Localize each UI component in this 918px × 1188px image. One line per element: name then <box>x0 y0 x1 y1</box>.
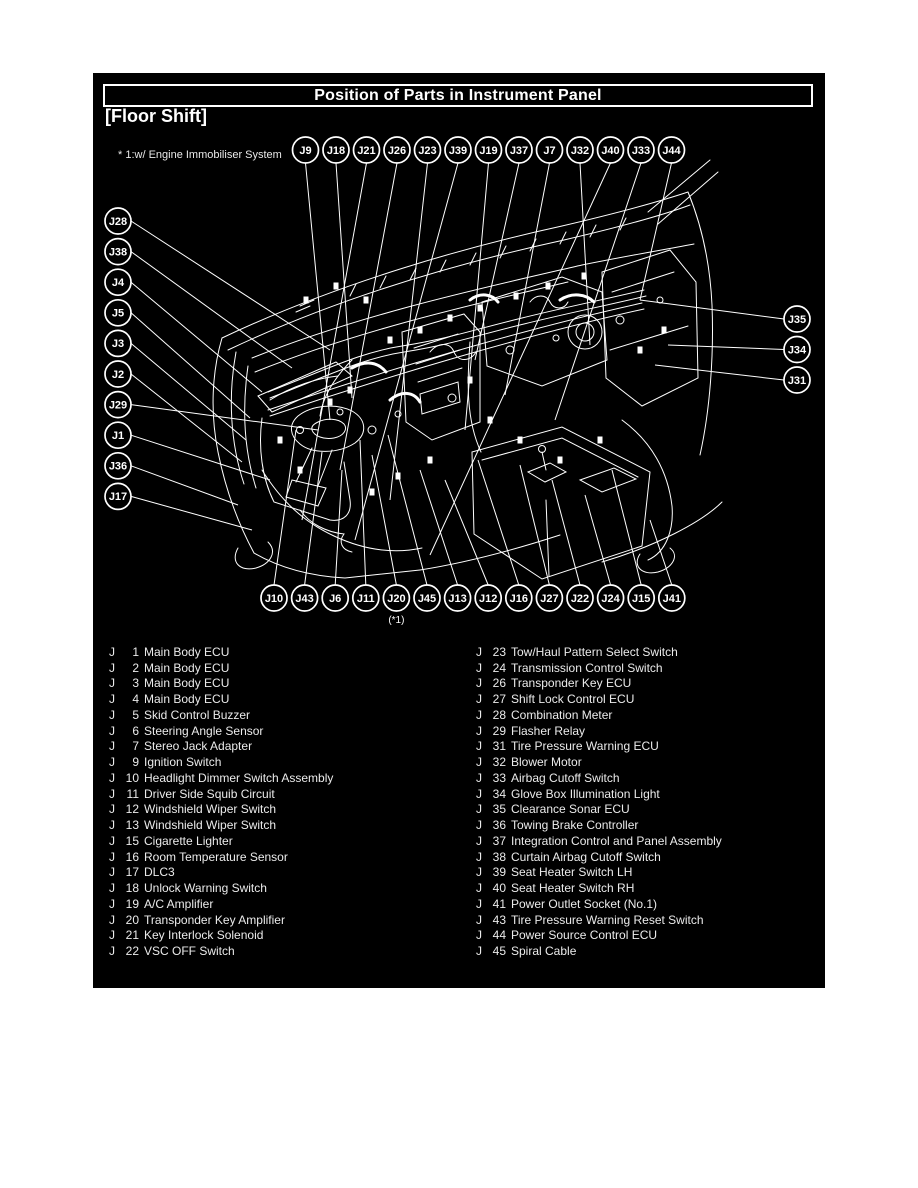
legend-column-right <box>476 644 722 959</box>
legend-row-J35 <box>476 802 722 818</box>
legend-part-name: Transmission Control Switch <box>511 660 663 675</box>
legend-prefix: J <box>476 881 482 896</box>
leader-line-J22 <box>552 480 580 585</box>
legend-prefix: J <box>476 912 482 927</box>
legend-number: 17 <box>125 865 139 880</box>
legend-number: 41 <box>492 896 506 911</box>
legend-row-J45 <box>476 943 722 959</box>
legend-part-name: Towing Brake Controller <box>511 818 639 833</box>
leader-line-J11 <box>360 440 366 585</box>
legend-row-J38 <box>476 849 722 865</box>
legend-part-name: Windshield Wiper Switch <box>144 818 277 833</box>
legend-row-J27 <box>476 691 722 707</box>
connector-blob <box>334 283 339 290</box>
connector-blob <box>448 315 453 322</box>
callout-label-J29: J29 <box>108 399 128 412</box>
legend-number: 18 <box>125 881 139 896</box>
callout-label-J35: J35 <box>787 313 807 326</box>
legend-prefix: J <box>109 833 115 848</box>
connector-blob <box>428 457 433 464</box>
legend-row-J22 <box>109 943 333 959</box>
legend-part-name: Glove Box Illumination Light <box>511 786 660 801</box>
legend-number: 5 <box>132 707 139 722</box>
legend-prefix: J <box>109 755 115 770</box>
legend-number: 40 <box>492 881 506 896</box>
callout-label-J32: J32 <box>570 144 590 157</box>
callout-label-J45: J45 <box>417 592 437 605</box>
callout-label-J19: J19 <box>479 144 498 157</box>
callout-label-J26: J26 <box>387 144 407 157</box>
callout-label-J34: J34 <box>787 344 807 357</box>
leader-line-J40 <box>430 163 611 555</box>
legend-part-name: Steering Angle Sensor <box>144 723 264 738</box>
leader-line-J17 <box>131 496 252 530</box>
callout-label-J5: J5 <box>111 307 125 320</box>
legend-prefix: J <box>476 849 482 864</box>
legend-prefix: J <box>109 692 115 707</box>
legend-part-name: Skid Control Buzzer <box>144 707 251 722</box>
legend-prefix: J <box>476 818 482 833</box>
connector-blob <box>514 293 519 300</box>
diagram-panel <box>93 73 825 988</box>
leader-line-J19 <box>465 163 489 430</box>
leader-line-J26 <box>340 163 397 470</box>
legend-number: 20 <box>125 912 139 927</box>
callout-label-J36: J36 <box>108 460 128 473</box>
connector-blob <box>370 489 375 496</box>
callout-label-J9: J9 <box>299 144 312 157</box>
legend-part-name: Headlight Dimmer Switch Assembly <box>144 770 334 785</box>
legend-number: 11 <box>126 786 139 801</box>
legend-row-J36 <box>476 817 722 833</box>
legend-part-name: DLC3 <box>144 865 175 880</box>
legend-part-name: Flasher Relay <box>511 723 586 738</box>
callout-label-J17: J17 <box>108 491 128 504</box>
leader-line-J16 <box>478 460 519 585</box>
legend-part-name: Transponder Key ECU <box>511 676 632 691</box>
callout-footnote-marker: (*1) <box>388 615 405 626</box>
connector-blob <box>364 297 369 304</box>
connector-blob <box>518 437 523 444</box>
legend-prefix: J <box>109 676 115 691</box>
legend-number: 35 <box>492 802 506 817</box>
legend-part-name: Blower Motor <box>511 755 582 770</box>
leader-line-J31 <box>655 365 784 380</box>
legend-row-J24 <box>476 660 722 676</box>
callout-label-J39: J39 <box>448 144 468 157</box>
legend-number: 15 <box>125 833 139 848</box>
immobiliser-footnote: * 1:w/ Engine Immobiliser System <box>118 149 282 161</box>
leader-line-J45 <box>388 435 427 585</box>
legend-prefix: J <box>109 739 115 754</box>
legend-number: 9 <box>132 755 139 770</box>
callout-label-J41: J41 <box>662 592 681 605</box>
legend-row-J3 <box>109 676 333 692</box>
legend-row-J7 <box>109 739 333 755</box>
callout-label-J18: J18 <box>326 144 346 157</box>
legend-row-J41 <box>476 896 722 912</box>
legend-prefix: J <box>109 644 115 659</box>
legend-part-name: Seat Heater Switch LH <box>511 865 633 880</box>
leader-line-J12 <box>445 480 488 585</box>
leader-line-J15 <box>612 470 641 585</box>
legend-row-J9 <box>109 754 333 770</box>
legend-prefix: J <box>109 865 115 880</box>
legend-prefix: J <box>476 833 482 848</box>
legend-part-name: Main Body ECU <box>144 660 230 675</box>
legend-row-J2 <box>109 660 333 676</box>
legend-part-name: Tire Pressure Warning Reset Switch <box>511 912 704 927</box>
leader-line-J21 <box>302 163 367 520</box>
callout-label-J37: J37 <box>509 144 529 157</box>
legend-number: 34 <box>492 786 506 801</box>
legend-part-name: Tow/Haul Pattern Select Switch <box>511 644 678 659</box>
leader-line-J24 <box>585 495 611 585</box>
legend-number: 28 <box>492 707 506 722</box>
legend-part-name: Power Outlet Socket (No.1) <box>511 896 658 911</box>
callout-label-J10: J10 <box>264 592 284 605</box>
legend-number: 36 <box>492 818 506 833</box>
legend-row-J19 <box>109 896 333 912</box>
callout-label-J28: J28 <box>108 215 128 228</box>
callout-label-J22: J22 <box>570 592 590 605</box>
legend-prefix: J <box>476 944 482 959</box>
legend-prefix: J <box>476 692 482 707</box>
legend-row-J33 <box>476 770 722 786</box>
legend-part-name: Main Body ECU <box>144 692 230 707</box>
legend-number: 7 <box>132 739 139 754</box>
legend-number: 31 <box>492 739 506 754</box>
legend-prefix: J <box>109 912 115 927</box>
legend-prefix: J <box>476 676 482 691</box>
callout-label-J6: J6 <box>329 592 342 605</box>
legend-row-J29 <box>476 723 722 739</box>
connector-blob <box>278 437 283 444</box>
legend-row-J21 <box>109 928 333 944</box>
leader-line-J9 <box>306 163 331 420</box>
legend-row-J34 <box>476 786 722 802</box>
callout-label-J23: J23 <box>418 144 437 157</box>
legend-part-name: Main Body ECU <box>144 676 230 691</box>
section-label: [Floor Shift] <box>105 106 207 126</box>
callout-label-J16: J16 <box>509 592 528 605</box>
legend-row-J5 <box>109 707 333 723</box>
legend-number: 12 <box>125 802 139 817</box>
legend-number: 26 <box>492 676 506 691</box>
callout-label-J13: J13 <box>448 592 467 605</box>
leader-line-J18 <box>336 163 352 398</box>
legend-row-J31 <box>476 739 722 755</box>
legend-row-J16 <box>109 849 333 865</box>
connector-blob <box>598 437 603 444</box>
legend-prefix: J <box>476 928 482 943</box>
legend-number: 33 <box>492 770 506 785</box>
legend-prefix: J <box>109 802 115 817</box>
legend-part-name: Stereo Jack Adapter <box>144 739 253 754</box>
legend-number: 1 <box>132 644 139 659</box>
legend-prefix: J <box>476 755 482 770</box>
leader-line-J3 <box>131 343 246 440</box>
callout-label-J4: J4 <box>111 277 125 289</box>
callout-label-J44: J44 <box>662 144 681 157</box>
legend-part-name: Power Source Control ECU <box>511 928 658 943</box>
legend-part-name: Shift Lock Control ECU <box>511 692 635 707</box>
legend-number: 16 <box>125 849 139 864</box>
legend-prefix: J <box>109 881 115 896</box>
legend-number: 3 <box>132 676 139 691</box>
legend-row-J26 <box>476 676 722 692</box>
legend-prefix: J <box>109 849 115 864</box>
legend-number: 2 <box>132 660 139 675</box>
legend-row-J39 <box>476 865 722 881</box>
leader-line-J32 <box>580 163 590 345</box>
connector-blob <box>478 305 483 312</box>
connector-blob <box>662 327 667 334</box>
legend-number: 10 <box>125 770 139 785</box>
legend-row-J37 <box>476 833 722 849</box>
legend-row-J11 <box>109 786 333 802</box>
legend-number: 45 <box>492 944 506 959</box>
legend-prefix: J <box>476 723 482 738</box>
legend-part-name: Unlock Warning Switch <box>144 881 267 896</box>
leader-line-J34 <box>668 345 784 350</box>
legend-column-left <box>109 644 333 959</box>
connector-blob <box>558 457 563 464</box>
legend-row-J15 <box>109 833 333 849</box>
legend-row-J12 <box>109 802 333 818</box>
legend-prefix: J <box>476 802 482 817</box>
legend-number: 13 <box>125 818 139 833</box>
legend-prefix: J <box>476 660 482 675</box>
leader-line-J6 <box>335 470 342 585</box>
callout-label-J27: J27 <box>540 592 559 605</box>
leader-line-J2 <box>131 374 242 462</box>
connector-blob <box>304 297 309 304</box>
connector-blob <box>546 283 551 290</box>
legend-prefix: J <box>476 770 482 785</box>
legend-number: 44 <box>492 928 506 943</box>
legend-prefix: J <box>476 739 482 754</box>
leader-line-J33 <box>555 163 641 420</box>
legend-number: 32 <box>492 755 506 770</box>
dashboard-illustration <box>213 160 722 579</box>
leader-line-J44 <box>640 163 672 300</box>
legend-number: 24 <box>492 660 506 675</box>
legend-number: 23 <box>492 644 506 659</box>
legend-prefix: J <box>476 707 482 722</box>
legend-prefix: J <box>476 896 482 911</box>
connector-blob <box>418 327 423 334</box>
legend-part-name: Combination Meter <box>511 707 613 722</box>
callout-label-J15: J15 <box>632 592 651 605</box>
callout-label-J24: J24 <box>601 592 620 605</box>
leader-line-J5 <box>131 313 250 418</box>
legend-prefix: J <box>476 644 482 659</box>
legend-row-J17 <box>109 865 333 881</box>
legend-part-name: Windshield Wiper Switch <box>144 802 277 817</box>
connector-blob <box>298 467 303 474</box>
callout-label-J3: J3 <box>111 338 125 351</box>
leader-line-J39 <box>355 163 458 540</box>
legend-part-name: Integration Control and Panel Assembly <box>511 833 722 848</box>
legend-part-name: Spiral Cable <box>511 944 577 959</box>
callout-label-J31: J31 <box>787 374 807 387</box>
connector-blob <box>388 337 393 344</box>
callout-label-J38: J38 <box>108 246 128 259</box>
callout-label-J11: J11 <box>356 592 375 605</box>
legend-part-name: VSC OFF Switch <box>144 944 235 959</box>
legend-row-J43 <box>476 912 722 928</box>
callout-label-J33: J33 <box>631 144 651 157</box>
legend-prefix: J <box>109 786 115 801</box>
legend-part-name: Airbag Cutoff Switch <box>511 770 620 785</box>
legend-number: 27 <box>492 692 506 707</box>
legend-part-name: Main Body ECU <box>144 644 230 659</box>
legend-number: 29 <box>492 723 506 738</box>
legend-row-J6 <box>109 723 333 739</box>
legend-row-J28 <box>476 707 722 723</box>
legend-row-J44 <box>476 928 722 944</box>
leader-line-J29 <box>131 405 318 430</box>
legend-row-J4 <box>109 691 333 707</box>
legend-row-J40 <box>476 880 722 896</box>
legend-prefix: J <box>109 723 115 738</box>
legend-number: 19 <box>125 896 139 911</box>
legend-row-J13 <box>109 817 333 833</box>
legend-prefix: J <box>476 865 482 880</box>
callout-label-J12: J12 <box>479 592 498 605</box>
legend-row-J18 <box>109 880 333 896</box>
legend-prefix: J <box>109 660 115 675</box>
legend-part-name: Curtain Airbag Cutoff Switch <box>511 849 661 864</box>
legend-number: 38 <box>492 849 506 864</box>
legend-number: 37 <box>492 833 506 848</box>
legend-number: 22 <box>125 944 139 959</box>
legend-row-J10 <box>109 770 333 786</box>
leader-line-J28 <box>131 221 330 350</box>
legend-prefix: J <box>476 786 482 801</box>
callout-label-J20: J20 <box>387 592 406 605</box>
callout-label-J40: J40 <box>601 144 620 157</box>
legend-number: 6 <box>132 723 139 738</box>
legend-part-name: Room Temperature Sensor <box>144 849 288 864</box>
leader-line-J41 <box>650 520 672 585</box>
legend-prefix: J <box>109 707 115 722</box>
callout-label-J21: J21 <box>357 144 376 157</box>
legend-number: 43 <box>492 912 506 927</box>
leader-line-J13 <box>420 470 458 585</box>
legend-part-name: Transponder Key Amplifier <box>144 912 285 927</box>
legend-part-name: Seat Heater Switch RH <box>511 881 635 896</box>
legend-part-name: Clearance Sonar ECU <box>511 802 630 817</box>
callout-label-J43: J43 <box>295 592 314 605</box>
legend-number: 39 <box>492 865 506 880</box>
legend-row-J20 <box>109 912 333 928</box>
legend-part-name: Ignition Switch <box>144 755 222 770</box>
legend-part-name: Driver Side Squib Circuit <box>144 786 275 801</box>
legend-prefix: J <box>109 928 115 943</box>
leader-line-J36 <box>131 466 238 505</box>
legend-number: 21 <box>125 928 139 943</box>
legend-prefix: J <box>109 770 115 785</box>
callout-label-J7: J7 <box>543 144 556 157</box>
legend-row-J1 <box>109 644 333 660</box>
legend-prefix: J <box>109 944 115 959</box>
legend-part-name: A/C Amplifier <box>144 896 214 911</box>
legend-row-J23 <box>476 644 722 660</box>
legend-part-name: Cigarette Lighter <box>144 833 233 848</box>
legend-number: 4 <box>132 692 139 707</box>
page-title: Position of Parts in Instrument Panel <box>314 86 602 104</box>
callout-label-J2: J2 <box>111 368 125 381</box>
callout-label-J1: J1 <box>111 430 125 442</box>
connector-blob <box>638 347 643 354</box>
legend-part-name: Tire Pressure Warning ECU <box>511 739 659 754</box>
legend-part-name: Key Interlock Solenoid <box>144 928 264 943</box>
legend-row-J32 <box>476 754 722 770</box>
legend-prefix: J <box>109 818 115 833</box>
legend-prefix: J <box>109 896 115 911</box>
